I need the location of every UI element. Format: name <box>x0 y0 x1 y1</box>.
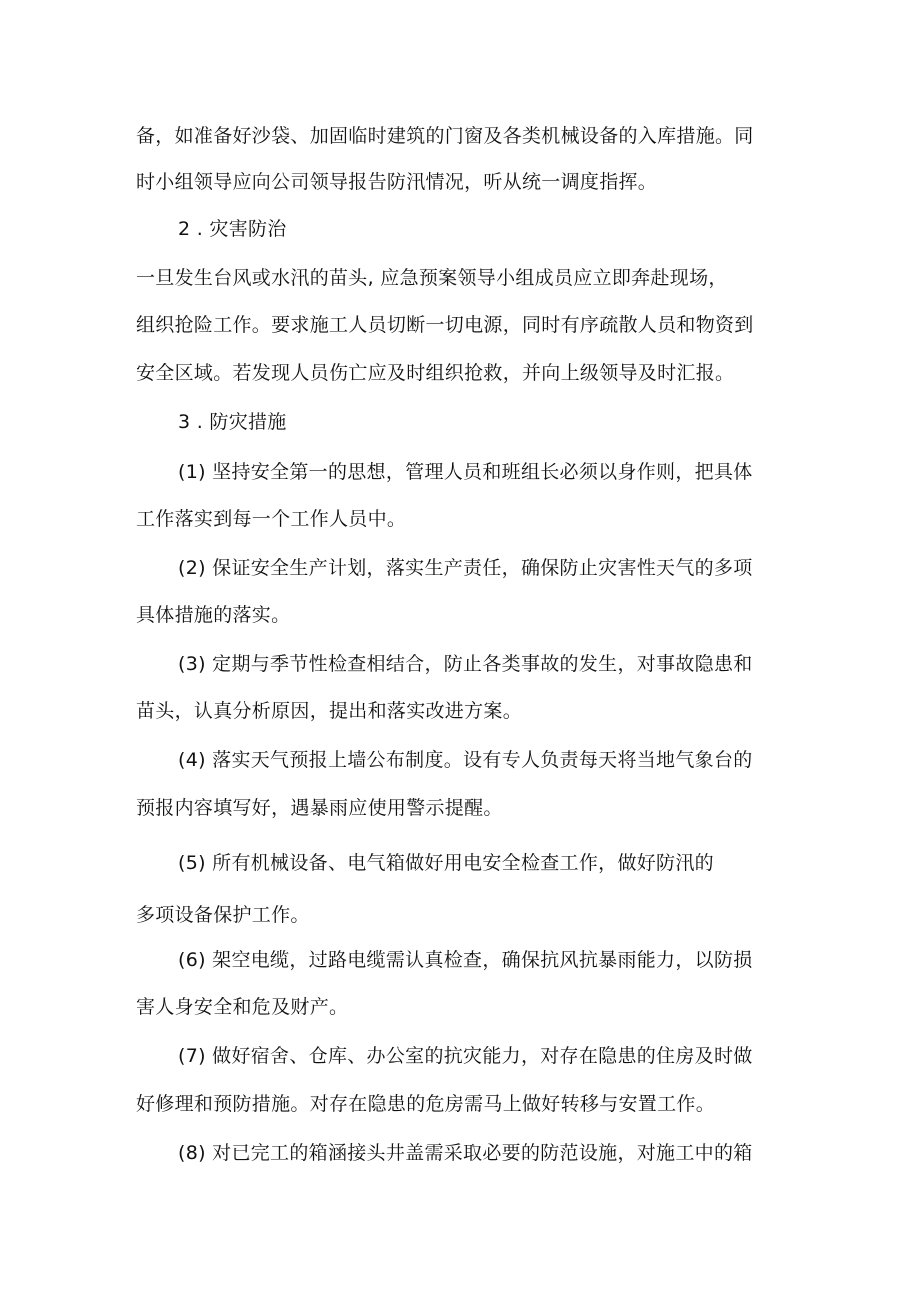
list-item-line: (1) 坚持安全第一的思想，管理人员和班组长必须以身作则，把具体 <box>178 461 753 483</box>
text-line: 组织抢险工作。要求施工人员切断一切电源，同时有序疏散人员和物资到 <box>136 314 754 336</box>
list-item-line: (3) 定期与季节性检查相结合，防止各类事故的发生，对事故隐患和 <box>178 653 753 675</box>
list-item-line: (2) 保证安全生产计划，落实生产责任，确保防止灾害性天气的多项 <box>178 557 753 579</box>
list-item-line: (7) 做好宿舍、仓库、办公室的抗灾能力，对存在隐患的住房及时做 <box>178 1045 753 1067</box>
list-item-line: (6) 架空电缆，过路电缆需认真检查，确保抗风抗暴雨能力，以防损 <box>178 949 753 971</box>
section-heading: 3 . 防灾措施 <box>178 411 287 433</box>
text-line: 害人身安全和危及财产。 <box>136 996 349 1018</box>
list-item-line: (4) 落实天气预报上墙公布制度。设有专人负责每天将当地气象台的 <box>178 749 753 771</box>
text-line: 多项设备保护工作。 <box>136 904 310 926</box>
list-item-line: (5) 所有机械设备、电气箱做好用电安全检查工作，做好防汛的 <box>178 852 714 874</box>
text-line: 工作落实到每一个工作人员中。 <box>136 508 407 530</box>
text-line: 预报内容填写好，遇暴雨应使用警示提醒。 <box>136 797 503 819</box>
text-line: 好修理和预防措施。对存在隐患的危房需马上做好转移与安置工作。 <box>136 1093 716 1115</box>
list-item-line: (8) 对已完工的箱涵接头井盖需采取必要的防范设施，对施工中的箱 <box>178 1142 753 1164</box>
section-heading: 2 . 灾害防治 <box>178 218 287 240</box>
text-line: 备，如准备好沙袋、加固临时建筑的门窗及各类机械设备的入库措施。同 <box>136 125 754 147</box>
text-line: 具体措施的落实。 <box>136 604 291 626</box>
text-line: 时小组领导应向公司领导报告防汛情况，听从统一调度指挥。 <box>136 171 658 193</box>
text-line: 一旦发生台风或水汛的苗头, 应急预案领导小组成员应立即奔赴现场， <box>136 267 728 289</box>
text-line: 苗头，认真分析原因，提出和落实改进方案。 <box>136 700 523 722</box>
text-line: 安全区域。若发现人员伤亡应及时组织抢救，并向上级领导及时汇报。 <box>136 362 735 384</box>
